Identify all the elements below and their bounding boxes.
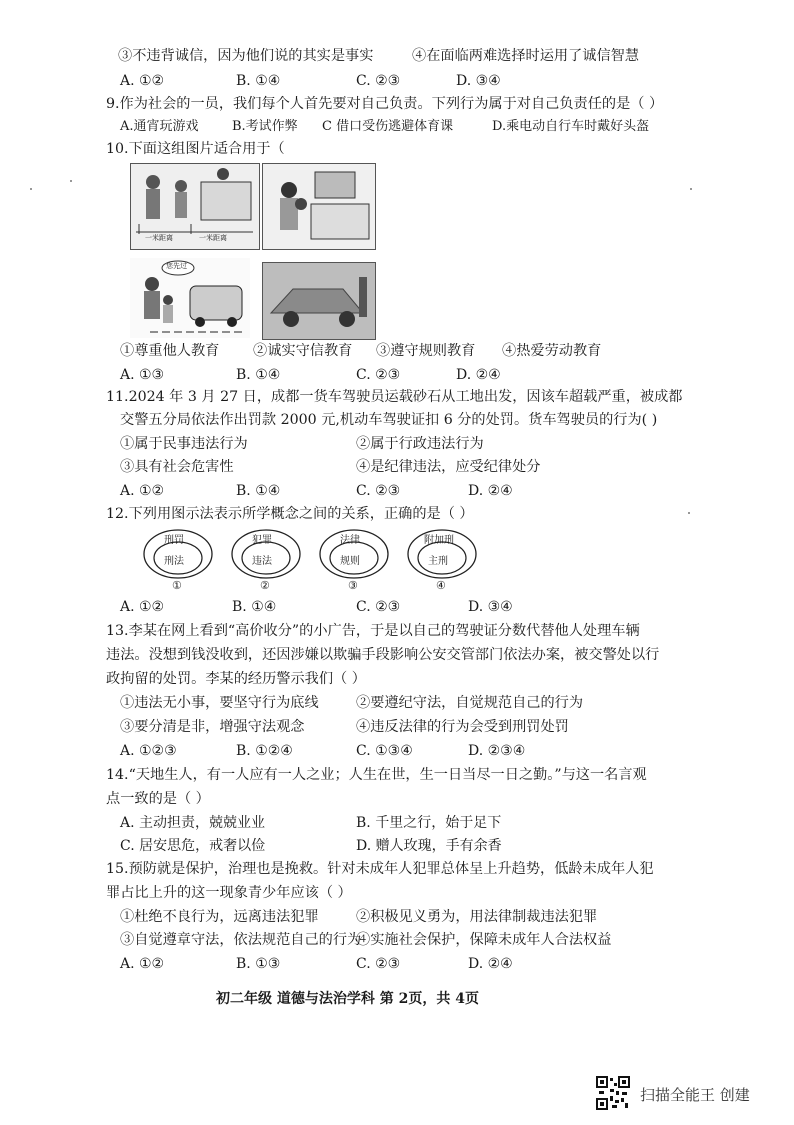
q11-stem-line-1: 11.2024 年 3 月 27 日，成都一货车驾驶员运载砂石从工地出发，因该车超载严重，被成都 <box>106 389 683 405</box>
q10-stem: 10.下面这组图片适合用于（ <box>106 141 285 157</box>
diagram-4-inner-label: 主刑 <box>428 556 448 567</box>
q13-statement-1: ①违法无小事，要坚守行为底线 <box>120 695 319 711</box>
q12-option-d: D. ③④ <box>468 599 513 615</box>
q15-stem-line-2: 罪占比上升的这一现象青少年应该（ ） <box>106 885 352 901</box>
q14-option-b: B. 千里之行，始于足下 <box>356 815 502 831</box>
q13-statement-2: ②要遵纪守法，自觉规范自己的行为 <box>356 695 584 711</box>
q11-option-d: D. ②④ <box>468 483 513 499</box>
q11-option-a: A. ①② <box>120 483 165 499</box>
qr-code-icon <box>596 1076 630 1110</box>
q13-stem-line-3: 政拘留的处罚。李某的经历警示我们（ ） <box>106 671 366 687</box>
q11-statement-1: ①属于民事违法行为 <box>120 436 248 452</box>
scanner-watermark: 扫描全能王 创建 <box>640 1086 750 1104</box>
q15-option-c: C. ②③ <box>356 956 401 972</box>
q10-picture-1 <box>130 163 260 250</box>
q14-stem-line-2: 点一致的是（ ） <box>106 791 210 807</box>
q9-option-b: B.考试作弊 <box>232 119 298 134</box>
diagram-4-outer-label: 附加刑 <box>424 535 454 546</box>
q13-stem-line-1: 13.李某在网上看到“高价收分”的小广告，于是以自己的驾驶证分数代替他人处理车辆 <box>106 623 640 639</box>
q8-option-c: C. ②③ <box>356 73 401 89</box>
q9-option-d: D.乘电动自行车时戴好头盔 <box>492 119 650 134</box>
q15-statement-3: ③自觉遵章守法，依法规范自己的行为 <box>120 932 362 948</box>
pic3-speech-bubble: 您先过 <box>166 262 187 270</box>
q10-option-a: A. ①③ <box>120 367 165 383</box>
q14-stem-line-1: 14.“天地生人，有一人应有一人之业；人生在世，生一日当尽一日之勤。”与这一名言观 <box>106 767 647 783</box>
q13-statement-4: ④违反法律的行为会受到刑罚处罚 <box>356 719 569 735</box>
q10-statement-4: ④热爱劳动教育 <box>502 343 602 359</box>
page-footer: 初二年级 道德与法治学科 第 2页，共 4页 <box>216 991 479 1007</box>
q15-statement-1: ①杜绝不良行为，远离违法犯罪 <box>120 909 319 925</box>
diagram-1-outer-label: 刑罚 <box>164 535 184 546</box>
q12-stem: 12.下列用图示法表示所学概念之间的关系，正确的是（ ） <box>106 506 474 522</box>
q15-stem-line-1: 15.预防就是保护，治理也是挽救。针对未成年人犯罪总体呈上升趋势，低龄未成年人犯 <box>106 861 654 877</box>
q10-statement-1: ①尊重他人教育 <box>120 343 220 359</box>
q11-statement-4: ④是纪律违法，应受纪律处分 <box>356 459 541 475</box>
q12-diagram-1 <box>142 528 214 592</box>
q10-picture-2 <box>262 163 376 250</box>
q10-option-c: C. ②③ <box>356 367 401 383</box>
scan-speck <box>30 188 32 190</box>
q11-option-b: B. ①④ <box>236 483 281 499</box>
diagram-3-inner-label: 规则 <box>340 556 360 567</box>
diagram-3-outer-label: 法律 <box>340 535 360 546</box>
q14-option-c: C. 居安思危，戒奢以俭 <box>120 838 266 854</box>
scan-speck <box>690 188 692 190</box>
q11-statement-3: ③具有社会危害性 <box>120 459 234 475</box>
q12-option-a: A. ①② <box>120 599 165 615</box>
q12-diagram-3 <box>318 528 390 592</box>
q11-stem-line-2: 交警五分局依法作出罚款 2000 元,机动车驾驶证扣 6 分的处罚。货车驾驶员的行为( ) <box>120 412 658 428</box>
q13-stem-line-2: 违法。没想到钱没收到，还因涉嫌以欺骗手段影响公安交管部门依法办案，被交警处以行 <box>106 647 660 663</box>
q9-option-c: C 借口受伤逃避体育课 <box>322 119 454 134</box>
q10-option-b: B. ①④ <box>236 367 281 383</box>
diagram-2-inner-label: 违法 <box>252 556 272 567</box>
q13-option-d: D. ②③④ <box>468 743 526 759</box>
q10-statement-2: ②诚实守信教育 <box>253 343 353 359</box>
q8-option-b: B. ①④ <box>236 73 281 89</box>
q13-option-b: B. ①②④ <box>236 743 293 759</box>
q9-option-a: A.通宵玩游戏 <box>120 119 199 134</box>
q15-statement-2: ②积极见义勇为，用法律制裁违法犯罪 <box>356 909 598 925</box>
q13-option-c: C. ①③④ <box>356 743 413 759</box>
q12-option-b: B. ①④ <box>232 599 277 615</box>
q14-option-d: D. 赠人玫瑰，手有余香 <box>356 838 502 854</box>
q11-statement-2: ②属于行政违法行为 <box>356 436 484 452</box>
q8-statement-4: ④在面临两难选择时运用了诚信智慧 <box>412 48 640 64</box>
q15-option-b: B. ①③ <box>236 956 281 972</box>
diagram-3-number: ③ <box>348 579 358 592</box>
q15-option-d: D. ②④ <box>468 956 513 972</box>
diagram-2-number: ② <box>260 579 270 592</box>
crosswalk-illustration <box>130 258 250 338</box>
q8-option-d: D. ③④ <box>456 73 501 89</box>
scan-speck <box>70 180 72 182</box>
q13-statement-3: ③要分清是非，增强守法观念 <box>120 719 305 735</box>
q12-diagram-4 <box>406 528 478 592</box>
classroom-illustration <box>263 164 375 249</box>
pic1-label-2: 一米距离 <box>199 234 227 242</box>
q14-option-a: A. 主动担责，兢兢业业 <box>120 815 266 831</box>
diagram-4-number: ④ <box>436 579 446 592</box>
q10-statement-3: ③遵守规则教育 <box>376 343 476 359</box>
q9-stem: 9.作为社会的一员，我们每个人首先要对自己负责。下列行为属于对自己负责任的是（ ） <box>106 96 664 112</box>
q10-picture-4 <box>262 262 376 340</box>
q12-diagram-2 <box>230 528 302 592</box>
q8-statement-3: ③不违背诚信，因为他们说的其实是事实 <box>118 48 374 64</box>
q11-option-c: C. ②③ <box>356 483 401 499</box>
diagram-2-outer-label: 犯罪 <box>252 535 272 546</box>
q10-option-d: D. ②④ <box>456 367 501 383</box>
diagram-1-inner-label: 刑法 <box>164 556 184 567</box>
q10-picture-3 <box>130 258 250 338</box>
scan-speck <box>688 512 690 514</box>
q12-option-c: C. ②③ <box>356 599 401 615</box>
q8-option-a: A. ①② <box>120 73 165 89</box>
pic1-label-1: 一米距离 <box>145 234 173 242</box>
diagram-1-number: ① <box>172 579 182 592</box>
q15-statement-4: ④实施社会保护，保障未成年人合法权益 <box>356 932 612 948</box>
q13-option-a: A. ①②③ <box>120 743 177 759</box>
q15-option-a: A. ①② <box>120 956 165 972</box>
car-scene-photo <box>263 263 375 339</box>
